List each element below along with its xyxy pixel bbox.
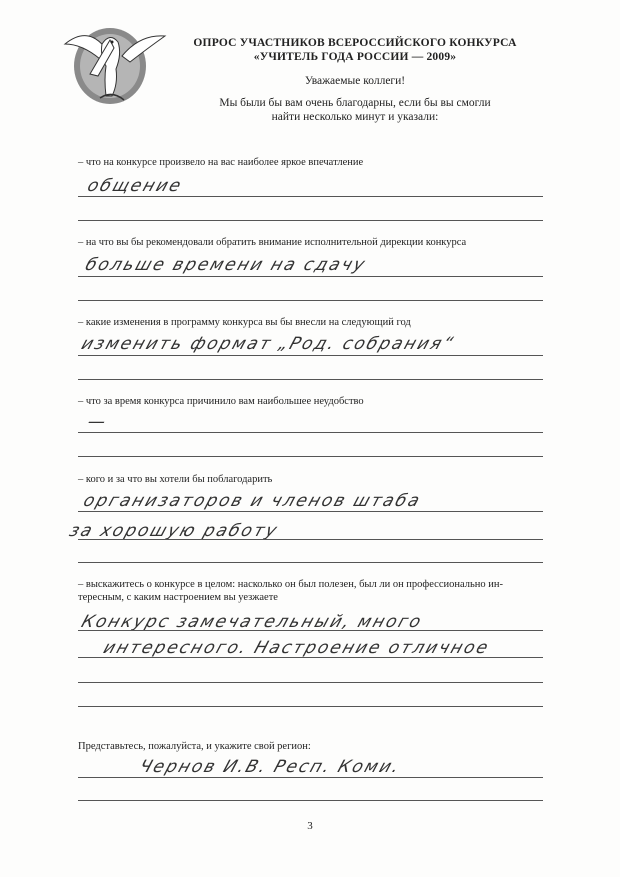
answer-line xyxy=(78,355,543,356)
answer-1-line1: общение xyxy=(84,176,186,196)
region-prompt: Представьтесь, пожалуйста, и укажите свой регион: xyxy=(78,741,311,752)
answer-line xyxy=(78,300,543,301)
region-answer: Чернов И.В. Респ. Коми. xyxy=(136,757,404,777)
pelican-emblem-icon xyxy=(60,14,170,114)
answer-6-line1: Конкурс замечательный, много xyxy=(78,612,426,632)
question-6-line1: – выскажитесь о конкурсе в целом: насколько он был полезен, был ли он профессионально ин- xyxy=(78,579,503,590)
answer-line xyxy=(78,539,543,540)
intro-line2: найти несколько минут и указали: xyxy=(271,111,439,123)
answer-line xyxy=(78,682,543,683)
question-6-line2: тересным, с каким настроением вы уезжаете xyxy=(78,592,278,603)
answer-line xyxy=(78,456,543,457)
answer-4-line1: — xyxy=(84,412,111,432)
answer-line xyxy=(78,800,543,801)
greeting: Уважаемые коллеги! xyxy=(304,75,406,87)
question-2: – на что вы бы рекомендовали обратить внимание исполнительной дирекции конкурса xyxy=(78,237,467,248)
answer-line xyxy=(78,657,543,658)
answer-line xyxy=(78,432,543,433)
survey-title-line1: ОПРОС УЧАСТНИКОВ ВСЕРОССИЙСКОГО КОНКУРСА xyxy=(193,37,517,49)
question-1: – что на конкурсе произвело на вас наиболее яркое впечатление xyxy=(78,157,364,168)
survey-header xyxy=(180,36,530,124)
answer-line xyxy=(78,777,543,778)
question-5: – кого и за что вы хотели бы поблагодарить xyxy=(78,474,273,485)
answer-line xyxy=(78,630,543,631)
answer-2-line1: больше времени на сдачу xyxy=(82,255,370,275)
answer-6-line2: интересного. Настроение отличное xyxy=(100,638,493,658)
answer-line xyxy=(78,379,543,380)
answer-line xyxy=(78,220,543,221)
question-4: – что за время конкурса причинило вам наибольшее неудобство xyxy=(78,396,364,407)
question-3: – какие изменения в программу конкурса вы бы внесли на следующий год xyxy=(78,317,411,328)
answer-3-line1: изменить формат „Род. собрания“ xyxy=(78,334,458,354)
page-number: 3 xyxy=(307,820,313,832)
answer-line xyxy=(78,511,543,512)
answer-line xyxy=(78,196,543,197)
intro-line1: Мы были бы вам очень благодарны, если бы вы смогли xyxy=(219,97,491,109)
answer-5-line1: организаторов и членов штаба xyxy=(80,491,424,511)
answer-5-line2: за хорошую работу xyxy=(66,521,282,541)
answer-line xyxy=(78,562,543,563)
answer-line xyxy=(78,706,543,707)
survey-title-line2: «УЧИТЕЛЬ ГОДА РОССИИ — 2009» xyxy=(253,51,457,63)
answer-line xyxy=(78,276,543,277)
